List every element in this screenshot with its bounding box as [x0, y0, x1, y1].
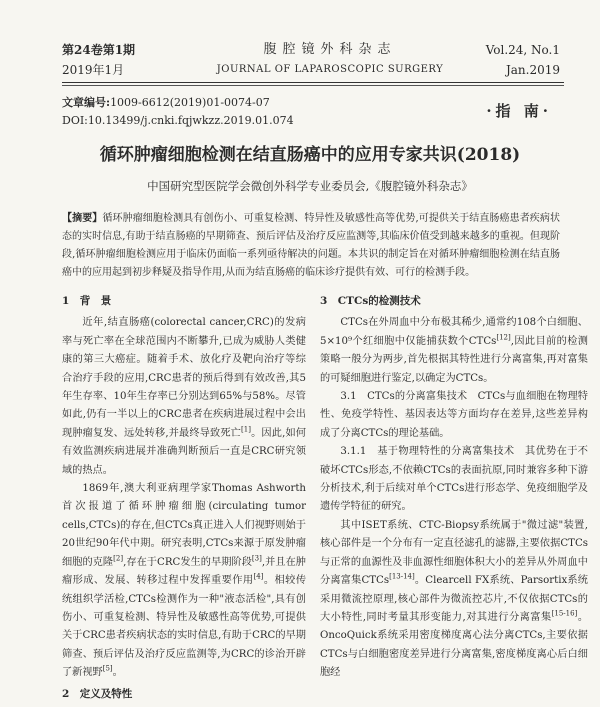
paragraph: 其中ISET系统、CTC-Biopsy系统属于"微过滤"装置,核心部件是一个分布有一定直径滤孔的滤器,主要依据CTCs与正常的血源性及非血源性细胞体积大小的差异从外周血中分离富集CTCs[13-14]。Clearcell FX系统、Parsortix系统采用微流控原理,核心部件为微流控芯片,不仅依据CTCs的大小特性,同时考量其形变能力,对其进行分离富集[15-16]。OncoQuick系统采用密度梯度离心法分离CTCs,主要依据CTCs与白细胞密度差异进行分离富集,密度梯度离心后白细胞经	[320, 519, 589, 679]
left-column	[62, 290, 306, 707]
volume-issue-en: Vol.24, No.1	[485, 43, 560, 57]
header-rule	[62, 82, 564, 83]
section-2-heading: 2 定义及特性	[62, 687, 133, 700]
article-number: 1009-6612(2019)01-0074-07	[110, 96, 270, 109]
date-cn: 2019年1月	[62, 63, 125, 77]
abstract	[62, 210, 560, 282]
header-rule-thin	[62, 85, 564, 86]
abstract-text: 循环肿瘤细胞检测具有创伤小、可重复检测、特异性及敏感性高等优势,可提供关于结直肠癌患者疾病状态的实时信息,有助于结直肠癌的早期筛查、预后评估及治疗反应监测等,其临床价值受到越来越多的重视。但现阶段,循环肿瘤细胞检测应用于临床仍面临一系列亟待解决的问题。本共识的制定旨在对循环肿瘤细胞检测在结直肠癌中的应用起到初步释疑及指导作用,从而为结直肠癌的临床诊疗提供有效、可行的检测手段。	[62, 213, 561, 278]
paragraph: CTCs在外周血中分布极其稀少,通常约108个白细胞、5×10⁹个红细胞中仅能捕获数个CTCs[12],因此目前的检测策略一般分为两步,首先根据其特性进行分离富集,再对富集的可疑细胞进行鉴定,以确定为CTCs。	[320, 317, 588, 384]
article-no-label: 文章编号:	[62, 96, 111, 109]
article-meta	[62, 94, 294, 130]
right-column	[320, 290, 588, 683]
section-3-heading: 3 CTCs的检测技术	[320, 295, 421, 307]
abstract-label: 【摘要】	[62, 213, 103, 224]
subsection-3-1: 3.1 CTCs的分离富集技术 CTCs与血细胞在物理特性、免疫学特性、基因表达等方面均存在差异,这些差异构成了分离CTCs的理论基础。	[320, 391, 588, 439]
column-tag: ·指 南·	[486, 102, 552, 120]
authors: 中国研究型医院学会微创外科学专业委员会,《腹腔镜外科杂志》	[147, 179, 473, 193]
journal-name-cn: 腹腔镜外科杂志	[263, 42, 397, 57]
subsection-3-1-1: 3.1.1 基于物理特性的分离富集技术 其优势在于不破坏CTCs形态,不依赖CTCs的表面抗原,同时兼容多种下游分析技术,利于后续对单个CTCs进行形态学、免疫细胞学及遗传学特征的研究。	[320, 446, 588, 513]
header-right	[486, 40, 560, 80]
volume-issue-cn: 第24卷第1期	[62, 43, 136, 57]
section-1-heading: 1 背 景	[62, 295, 112, 307]
article-title: 循环肿瘤细胞检测在结直肠癌中的应用专家共识(2018)	[99, 145, 521, 165]
header-left	[62, 40, 135, 80]
header-center	[215, 40, 445, 80]
paragraph: 1869年,澳大利亚病理学家Thomas Ashworth首次报道了循环肿瘤细胞(circulating tumor cells,CTCs)的存在,但CTCs真正进入人们视野则始于20世纪90年代中期。研究表明,CTCs来源于原发肿瘤细胞的克隆[2],存在于CRC发生的早期阶段[3],并且在肿瘤形成、发展、转移过程中发挥重要作用[4]。相较传统组织学活检,CTCs检测作为一种"液态活检",具有创伤小、可重复检测、特异性及敏感性高等优势,可提供关于CRC患者疾病状态的实时信息,有助于CRC的早期筛查、预后评估及治疗反应监测等,为CRC的诊治开辟了新视野[5]。	[62, 483, 307, 679]
doi: DOI:10.13499/j.cnki.fqjwkzz.2019.01.074	[62, 114, 294, 127]
paragraph: 近年,结直肠癌(colorectal cancer,CRC)的发病率与死亡率在全球范围内不断攀升,已成为威胁人类健康的第三大癌症。随着手术、放化疗及靶向治疗等综合治疗手段的应用,CRC患者的预后得到有效改善,其5年生存率、10年生存率已分别达到65%与58%。尽管如此,仍有一半以上的CRC患者在疾病进展过程中会出现肿瘤复发、远处转移,并最终导致死亡[1]。因此,如何有效监测疾病进展并准确判断预后一直是CRC研究领域的热点。	[62, 317, 306, 476]
journal-name-en: JOURNAL OF LAPAROSCOPIC SURGERY	[216, 64, 444, 75]
date-en: Jan.2019	[505, 63, 560, 77]
